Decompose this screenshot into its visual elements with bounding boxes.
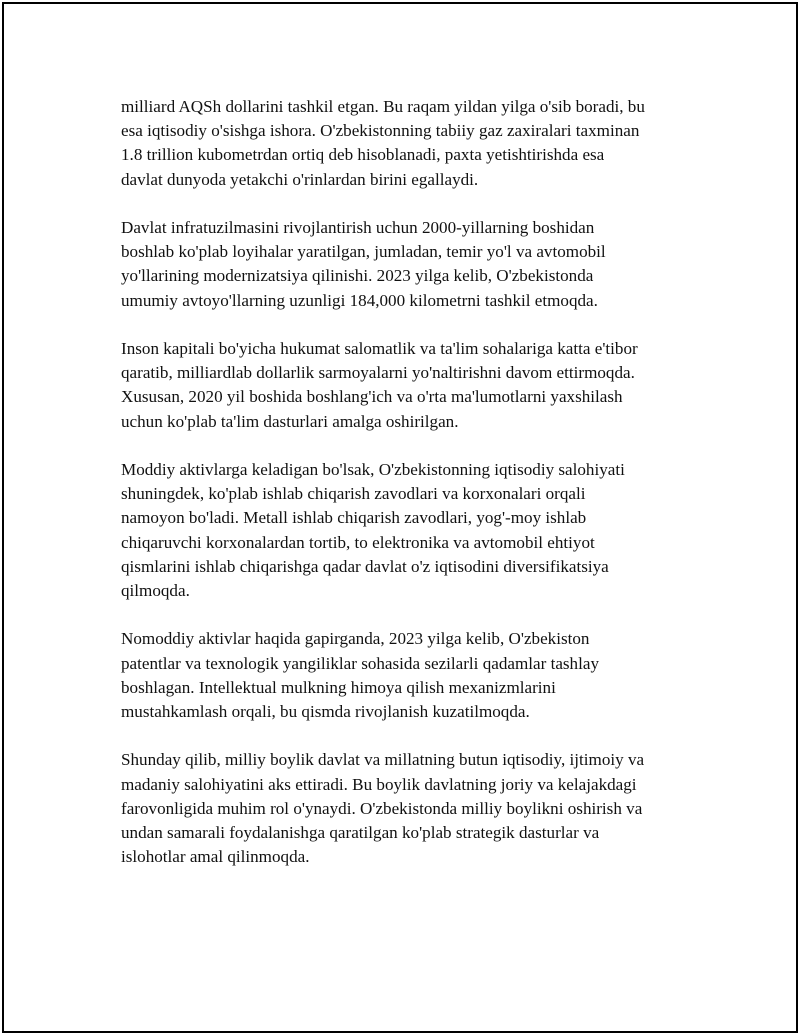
paragraph-infrastructure: Davlat infratuzilmasini rivojlantirish uchun 2000-yillarning boshidan boshlab ko'plab loyihalar yaratilgan, jumladan, temir yo'l va avtomobil yo'llarining modernizatsiya qilinishi. 2023 yilga kelib, O'zbekistonda umumiy avtoyo'llarning uzunligi 184,000 kilometrni tashkil etmoqda.	[121, 218, 606, 310]
page-border	[2, 2, 798, 1033]
paragraph-intangible-assets: Nomoddiy aktivlar haqida gapirganda, 2023 yilga kelib, O'zbekiston patentlar va texnologik yangiliklar sohasida sezilarli qadamlar tashlay boshlagan. Intellektual mulkning himoya qilish mexanizmlarini mustahkamlash orqali, bu qismda rivojlanish kuzatilmoqda.	[121, 629, 599, 722]
paragraph-human-capital: Inson kapitali bo'yicha hukumat salomatlik va ta'lim sohalariga katta e'tibor qaratib, milliardlab dollarlik sarmoyalarni yo'naltirishni davom ettirmoqda. Xususan, 2020 yil boshida boshlang'ich va o'rta ma'lumotlarni yaxshilash uchun ko'plab ta'lim dasturlari amalga oshirilgan.	[121, 339, 638, 431]
paragraph-tangible-assets: Moddiy aktivlarga keladigan bo'lsak, O'zbekistonning iqtisodiy salohiyati shuningdek, ko'plab ishlab chiqarish zavodlari va korxonalari orqali namoyon bo'ladi. Metall ishlab chiqarish zavodlari, yog'-moy ishlab chiqaruvchi korxonalardan tortib, to elektronika va avtomobil ehtiyot qismlarini ishlab chiqarishga qadar davlat o'z iqtisodini diversifikatsiya qilmoqda.	[121, 460, 625, 601]
document-body	[121, 95, 701, 894]
paragraph-economy-resources: milliard AQSh dollarini tashkil etgan. Bu raqam yildan yilga o'sib boradi, bu esa iqtisodiy o'sishga ishora. O'zbekistonning tabiiy gaz zaxiralari taxminan 1.8 trillion kubometrdan ortiq deb hisoblanadi, paxta yetishtirishda esa davlat dunyoda yetakchi o'rinlardan birini egallaydi.	[121, 97, 645, 189]
paragraph-conclusion: Shunday qilib, milliy boylik davlat va millatning butun iqtisodiy, ijtimoiy va madaniy salohiyatini aks ettiradi. Bu boylik davlatning joriy va kelajakdagi farovonligida muhim rol o'ynaydi. O'zbekistonda milliy boylikni oshirish va undan samarali foydalanishga qaratilgan ko'plab strategik dasturlar va islohotlar amal qilinmoqda.	[121, 750, 645, 867]
